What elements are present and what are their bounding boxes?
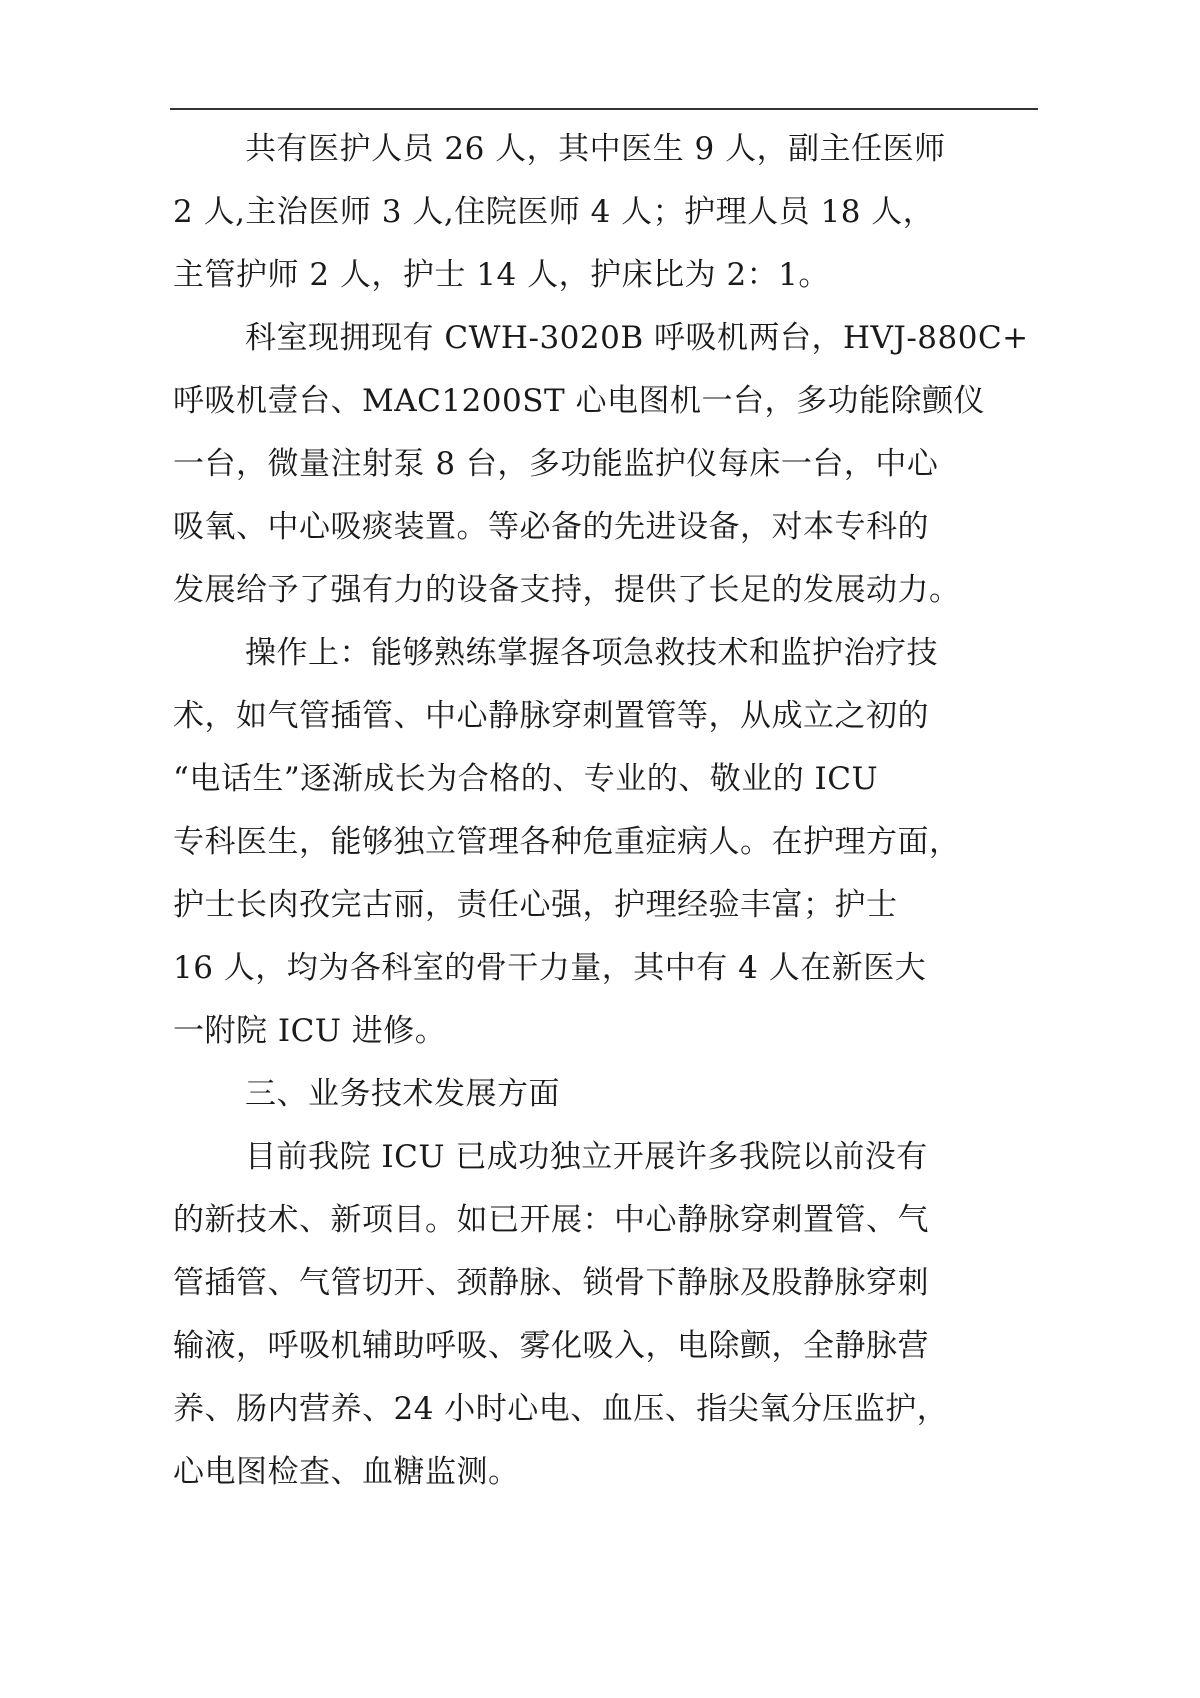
text-line: 共有医护人员 26 人，其中医生 9 人，副主任医师 — [245, 131, 946, 167]
text-line: 16 人，均为各科室的骨干力量，其中有 4 人在新医大 — [173, 950, 927, 986]
text-line: 一附院 ICU 进修。 — [173, 1013, 447, 1049]
text-line: 操作上：能够熟练掌握各项急救技术和监护治疗技 — [245, 635, 938, 671]
header-rule — [170, 108, 1038, 110]
text-line: 呼吸机壹台、MAC1200ST 心电图机一台，多功能除颤仪 — [173, 383, 986, 419]
text-line: 术，如气管插管、中心静脉穿刺置管等，从成立之初的 — [173, 698, 929, 734]
text-line: 养、肠内营养、24 小时心电、血压、指尖氧分压监护， — [173, 1391, 949, 1427]
text-line: 心电图检查、血糖监测。 — [173, 1454, 520, 1490]
text-line: 的新技术、新项目。如已开展：中心静脉穿刺置管、气 — [173, 1202, 929, 1238]
text-line: 专科医生，能够独立管理各种危重症病人。在护理方面， — [173, 824, 961, 860]
text-line: 一台，微量注射泵 8 台，多功能监护仪每床一台，中心 — [173, 446, 939, 482]
text-line: 输液，呼吸机辅助呼吸、雾化吸入，电除颤，全静脉营 — [173, 1328, 929, 1364]
text-line: 科室现拥现有 CWH-3020B 呼吸机两台，HVJ-880C+ — [245, 320, 1029, 356]
text-line: 护士长肉孜完古丽，责任心强，护理经验丰富；护士 — [173, 887, 898, 923]
text-line: 管插管、气管切开、颈静脉、锁骨下静脉及股静脉穿刺 — [173, 1265, 929, 1301]
text-line: 2 人,主治医师 3 人,住院医师 4 人；护理人员 18 人， — [173, 194, 935, 230]
document-body — [173, 118, 1053, 1504]
text-line: 吸氧、中心吸痰装置。等必备的先进设备，对本专科的 — [173, 509, 929, 545]
text-line: 主管护师 2 人，护士 14 人，护床比为 2：1。 — [173, 257, 830, 293]
section-heading: 三、业务技术发展方面 — [245, 1076, 560, 1112]
text-line: “电话生”逐渐成长为合格的、专业的、敬业的 ICU — [173, 761, 879, 797]
text-line: 发展给予了强有力的设备支持，提供了长足的发展动力。 — [173, 572, 961, 608]
text-line: 目前我院 ICU 已成功独立开展许多我院以前没有 — [245, 1139, 928, 1175]
